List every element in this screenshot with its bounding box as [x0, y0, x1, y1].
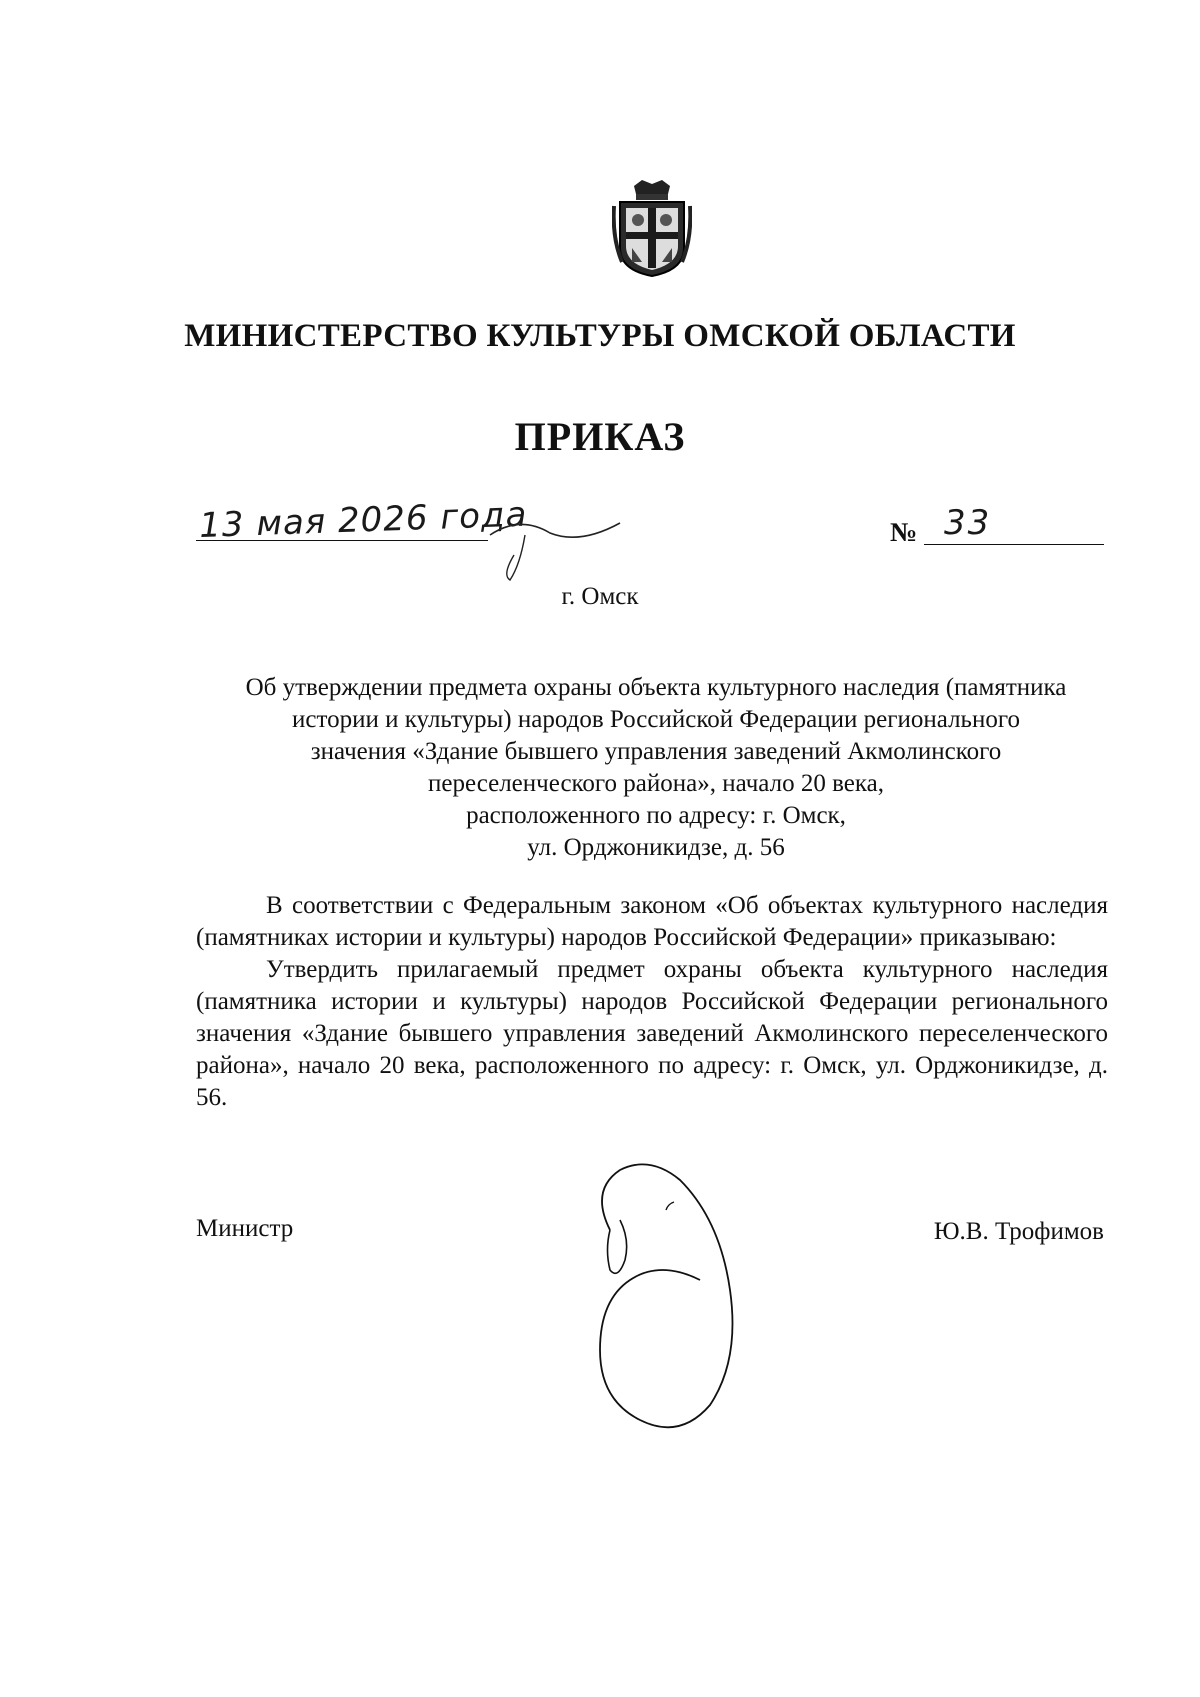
- body-paragraph-legal-basis: В соответствии с Федеральным законом «Об объектах культурного наследия (памятниках истории и культуры) народов Российской Федерации» приказываю:: [196, 892, 1108, 951]
- body-paragraph-resolution: Утвердить прилагаемый предмет охраны объекта культурного наследия (памятника истории и культуры) народов Российской Федерации регионального значения «Здание бывшего управления заведений Акмолинского переселенческого района», начало 20 века, расположенного по адресу: г. Омск, ул. Орджоникидзе, д. 56.: [196, 956, 1108, 1111]
- number-label: №: [890, 517, 918, 547]
- subject-line: истории и культуры) народов Российской Федерации регионального: [292, 706, 1020, 733]
- signatory-name: Ю.В. Трофимов: [933, 1218, 1104, 1245]
- date-flourish: [480, 505, 630, 585]
- subject-line: значения «Здание бывшего управления заведений Акмолинского: [310, 738, 1002, 765]
- order-body: [196, 890, 1108, 1114]
- handwritten-date: 13 мая 2026 года: [198, 494, 528, 546]
- subject-line: Об утверждении предмета охраны объекта культурного наследия (памятника: [245, 674, 1067, 701]
- signatory-title: Министр: [196, 1215, 294, 1242]
- document-type-title: ПРИКАЗ: [514, 414, 686, 459]
- subject-line: расположенного по адресу: г. Омск,: [466, 802, 846, 829]
- ministry-title: МИНИСТЕРСТВО КУЛЬТУРЫ ОМСКОЙ ОБЛАСТИ: [184, 318, 1016, 354]
- city-label: г. Омск: [561, 583, 639, 610]
- handwritten-signature: [570, 1150, 800, 1450]
- subject-line: ул. Орджоникидзе, д. 56: [527, 834, 785, 861]
- subject-line: переселенческого района», начало 20 века,: [428, 770, 884, 797]
- coat-of-arms-icon: [612, 178, 692, 278]
- handwritten-number: 33: [944, 503, 992, 543]
- order-subject: [200, 672, 1112, 864]
- number-underline: [924, 544, 1104, 545]
